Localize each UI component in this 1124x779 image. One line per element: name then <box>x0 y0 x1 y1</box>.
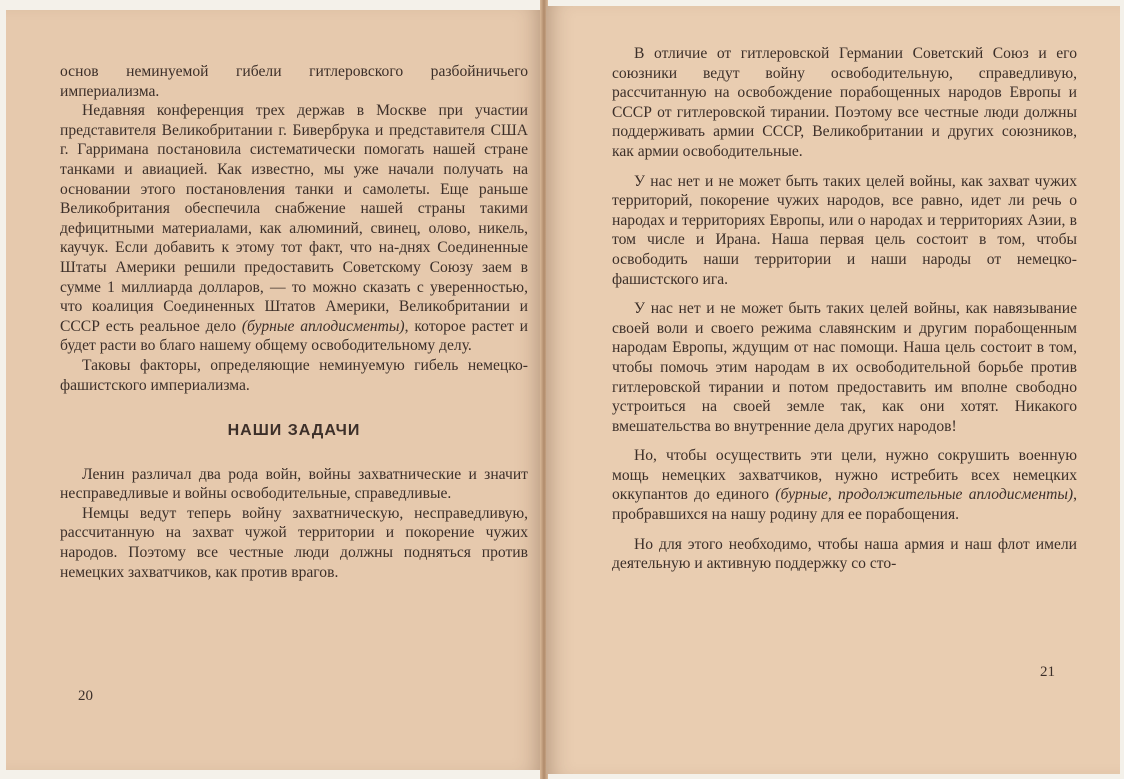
left-page-text <box>60 62 528 582</box>
paragraph: основ неминуемой гибели гитлеровского разбойничьего империализма. <box>60 63 528 100</box>
page-number: 21 <box>1040 664 1055 680</box>
right-page <box>546 6 1120 774</box>
page-number: 20 <box>78 688 93 704</box>
paragraph: У нас нет и не может быть таких целей войны, как захват чужих территорий, покорение чужих народов, все равно, идет ли речь о народах и территориях Европы, или о народах и территориях Азии, в том числе и Ирана. Наша первая цель состоит в том, чтобы освободить наши территории и наши народы от немецко-фашистского ига. <box>612 172 1077 288</box>
paragraph: Ленин различал два рода войн, войны захватнические и значит несправедливые и войны освободительные, справедливые. <box>60 465 528 503</box>
paragraph <box>612 446 1077 524</box>
paragraph: В отличие от гитлеровской Германии Советский Союз и его союзники ведут войну освободительную, справедливую, рассчитанную на освобождение порабощенных народов Европы и СССР от гитлеровской тирании. Поэтому все честные люди должны поддерживать армии СССР, Великобритании и других союзников, как армии освободительные. <box>612 45 1077 160</box>
paragraph: Таковы факторы, определяющие неминуемую гибель немецко-фашистского империализма. <box>60 356 528 394</box>
paragraph <box>60 101 528 356</box>
paragraph-emphasis: (бурные, продолжительные аплодисменты) <box>775 486 1074 504</box>
paragraph: Немцы ведут теперь войну захватническую, несправедливую, рассчитанную на захват чужой территории и покорение чужих народов. Поэтому все честные люди должны подняться против немецких захватчиков, как против врагов. <box>60 504 528 581</box>
left-page <box>6 10 542 770</box>
right-page-text <box>612 44 1077 574</box>
paragraph: У нас нет и не может быть таких целей войны, как навязывание своей воли и своего режима славянским и другим порабощенным народам Европы, ждущим от нас помощи. Наша цель состоит в том, чтобы помочь этим народам в их освободительной борьбе против гитлеровской тирании и потом предоставить им вполне свободно устроиться на своей земле так, как они хотят. Никакого вмешательства во внутренние дела других народов! <box>612 300 1077 435</box>
section-heading: НАШИ ЗАДАЧИ <box>227 422 361 440</box>
paragraph-text: Недавняя конференция трех держав в Москве при участии представителя Великобритании г. Бивербрука и представителя США г. Гарримана постановила систематически помогать нашей стране танками и авиацией. Как известно, мы уже начали получать на основании этого постановления танки и самолеты. Еще раньше Великобритания обеспечила снабжение нашей страны такими дефицитными материалами, как алюминий, свинец, олово, никель, каучук. Если добавить к этому тот факт, что на-днях Соединенные Штаты Америки решили предоставить Советскому Союзу заем в сумме 1 миллиарда долларов, — то можно сказать с уверенностью, что коалиция Соединенных Штатов Америки, Великобритании и СССР есть реальное дело <box>60 102 528 335</box>
paragraph-text: , которое растет и будет расти во благо нашему общему освободительному делу. <box>60 317 528 355</box>
paragraph-emphasis: (бурные аплодисменты) <box>241 317 405 335</box>
paragraph-text: , пробравшихся на нашу родину для ее порабощения. <box>612 486 1078 524</box>
paragraph-text: Но, чтобы осуществить эти цели, нужно сокрушить военную мощь немецких захватчиков, нужно истребить всех немецких оккупантов до единого <box>612 447 1077 504</box>
paragraph: Но для этого необходимо, чтобы наша армия и наш флот имели деятельную и активную поддержку со сто- <box>612 535 1077 573</box>
